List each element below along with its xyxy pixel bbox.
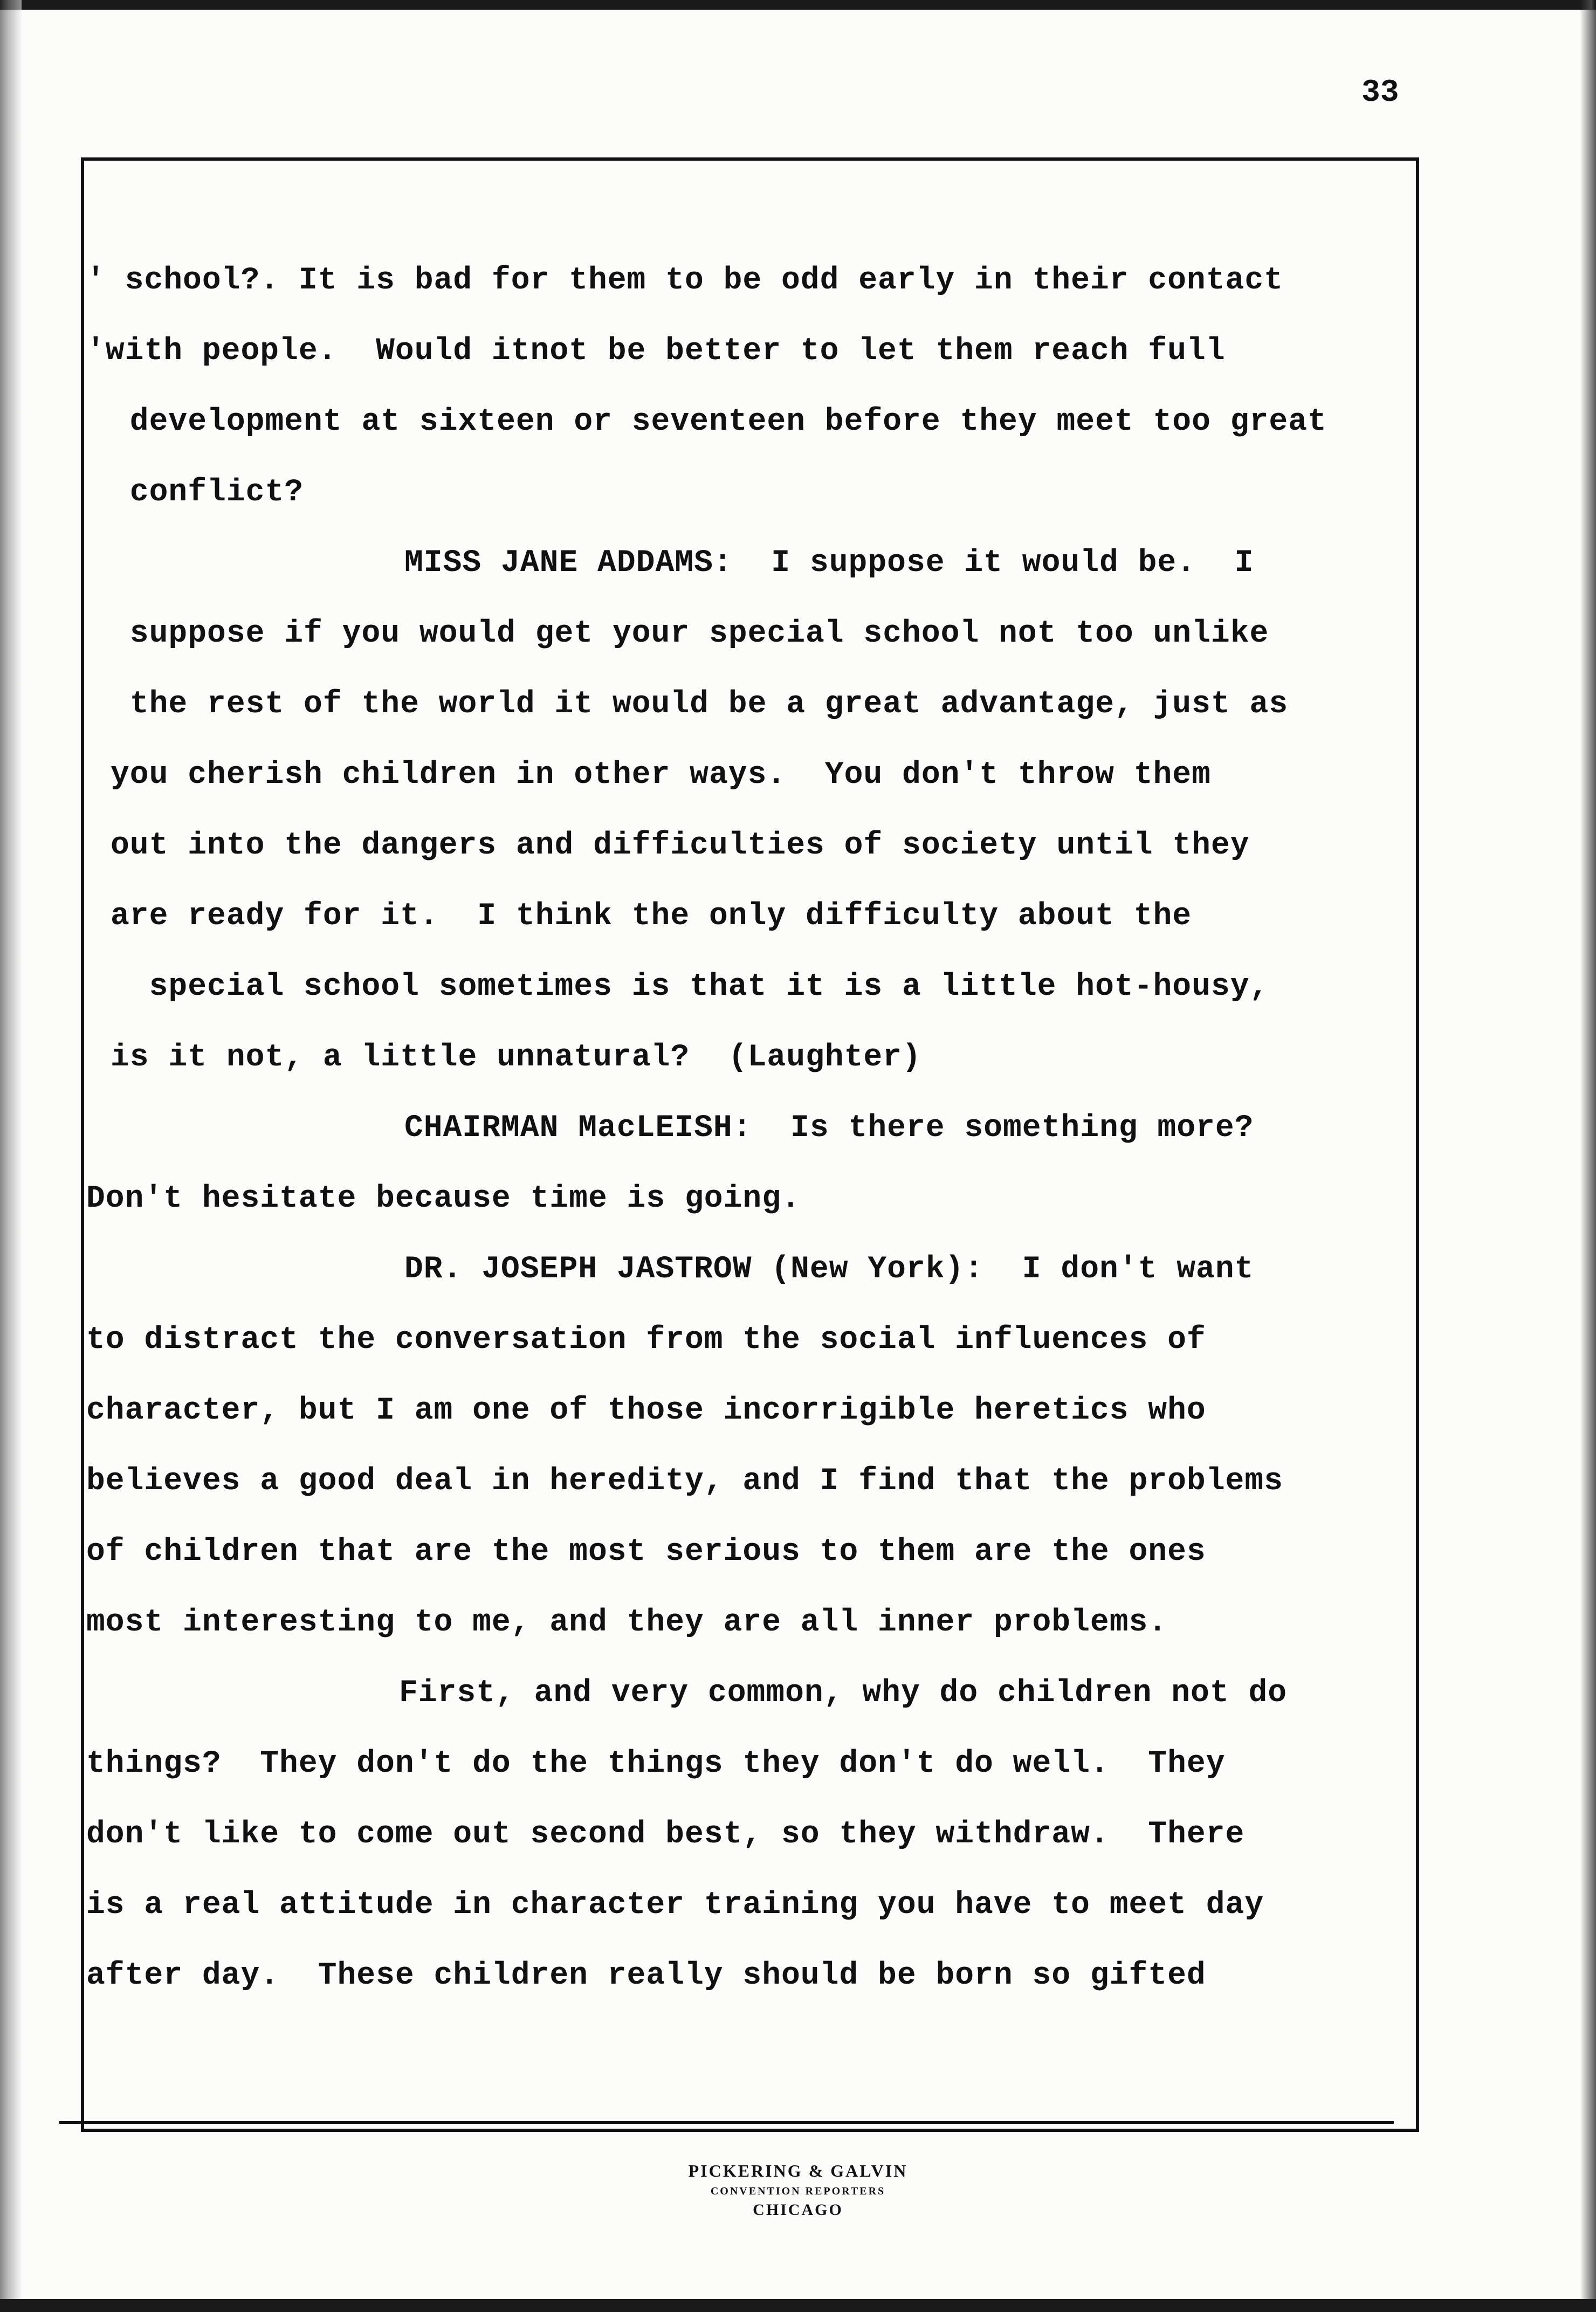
transcript-line: ' school?. It is bad for them to be odd early in their contact	[86, 263, 1283, 298]
speaker-line-addams: MISS JANE ADDAMS: I suppose it would be. I	[404, 546, 1254, 581]
transcript-line: special school sometimes is that it is a little hot-housy,	[111, 969, 1269, 1004]
transcript-line: most interesting to me, and they are all inner problems.	[86, 1605, 1168, 1640]
transcript-line: out into the dangers and difficulties of society until they	[111, 828, 1250, 863]
transcript-line: of children that are the most serious to them are the ones	[86, 1535, 1206, 1570]
transcript-line: is a real attitude in character training you have to meet day	[86, 1888, 1264, 1923]
transcript-line: conflict?	[111, 475, 304, 510]
footer-firm-name: PICKERING & GALVIN	[688, 2161, 908, 2180]
transcript-line: is it not, a little unnatural? (Laughter)	[111, 1040, 921, 1075]
scan-edge-right	[1580, 0, 1596, 2312]
transcript-line: after day. These children really should be born so gifted	[86, 1958, 1206, 1993]
scan-edge-top	[0, 0, 1596, 10]
transcript-line: character, but I am one of those incorrigible heretics who	[86, 1393, 1206, 1428]
transcript-line: believes a good deal in heredity, and I find that the problems	[86, 1464, 1283, 1499]
footer-city: CHICAGO	[753, 2201, 843, 2219]
text-frame-bottom-rule	[59, 2121, 1394, 2124]
transcript-line: are ready for it. I think the only difficulty about the	[111, 899, 1192, 934]
reporter-footer	[0, 2161, 1596, 2219]
speaker-line-jastrow: DR. JOSEPH JASTROW (New York): I don't want	[404, 1252, 1254, 1287]
footer-firm-description: CONVENTION REPORTERS	[710, 2185, 886, 2197]
transcript-line: you cherish children in other ways. You don't throw them	[111, 758, 1211, 793]
transcript-line: don't like to come out second best, so they withdraw. There	[86, 1817, 1245, 1852]
scan-edge-bottom	[0, 2299, 1596, 2312]
transcript-line: things? They don't do the things they don't do well. They	[86, 1746, 1226, 1781]
transcript-body	[86, 245, 1407, 2011]
scan-edge-left	[0, 0, 22, 2312]
page-number: 33	[1361, 75, 1399, 111]
transcript-line: development at sixteen or seventeen before they meet too great	[111, 404, 1327, 439]
transcript-line: 'with people. Would itnot be better to let them reach full	[86, 334, 1226, 369]
paragraph-start-line: First, and very common, why do children not do	[399, 1676, 1288, 1711]
transcript-line: suppose if you would get your special school not too unlike	[111, 616, 1269, 651]
speaker-line-macleish: CHAIRMAN MacLEISH: Is there something more?	[404, 1111, 1254, 1146]
transcript-line: Don't hesitate because time is going.	[86, 1181, 801, 1216]
transcript-line: the rest of the world it would be a great advantage, just as	[111, 687, 1289, 722]
transcript-line: to distract the conversation from the social influences of	[86, 1323, 1206, 1358]
